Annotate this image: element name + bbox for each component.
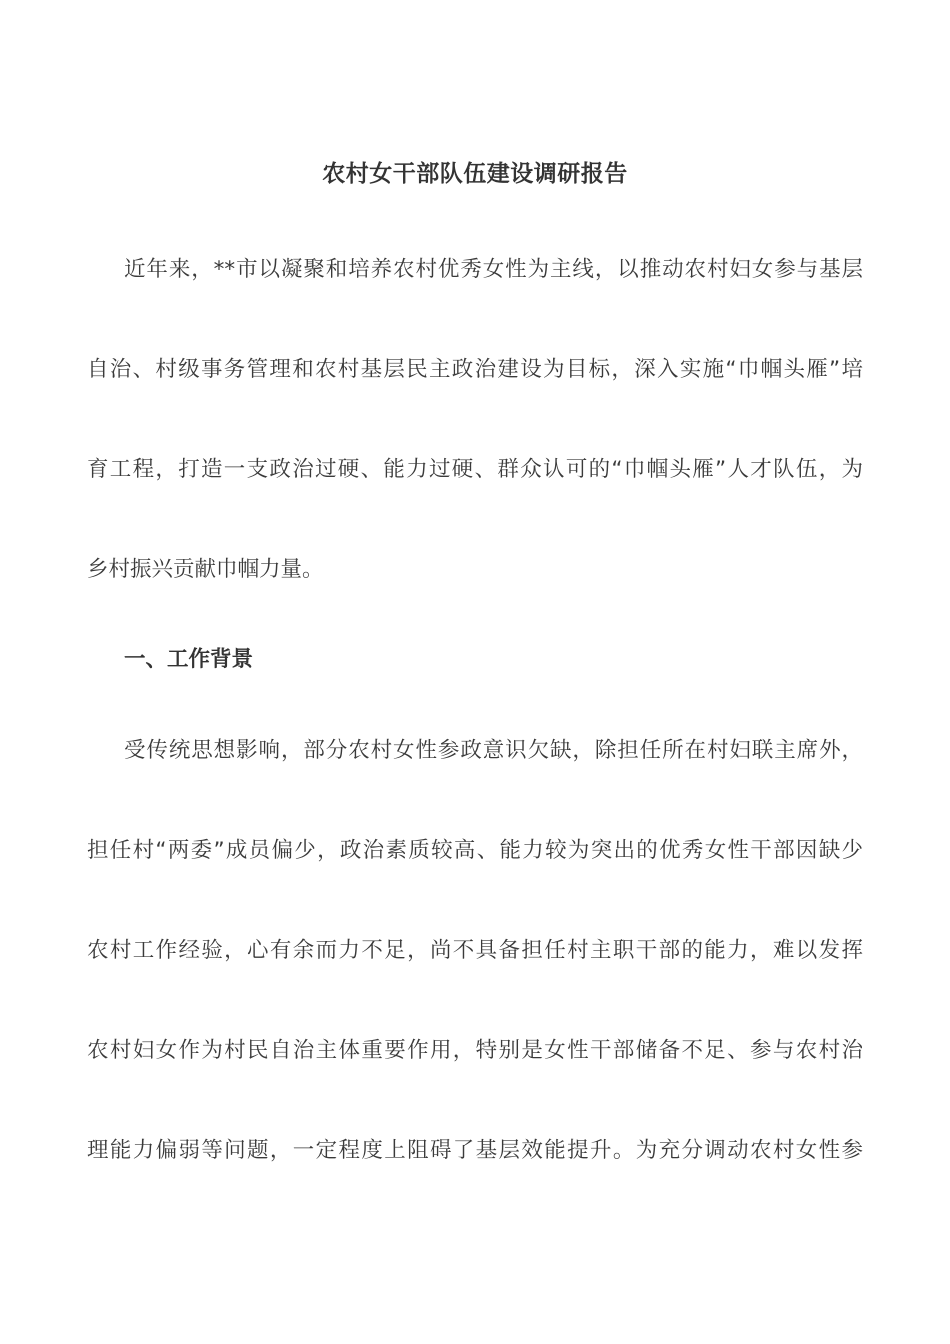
section-heading: 一、工作背景 [124, 647, 254, 672]
paragraph-2-line-5: 理能力偏弱等问题，一定程度上阻碍了基层效能提升。为充分调动农村女性参 [87, 1138, 863, 1163]
document-title: 农村女干部队伍建设调研报告 [322, 161, 628, 187]
paragraph-1-line-3: 育工程，打造一支政治过硬、能力过硬、群众认可的“巾帼头雁”人才队伍，为 [87, 457, 863, 482]
paragraph-1-line-2: 自治、村级事务管理和农村基层民主政治建设为目标，深入实施“巾帼头雁”培 [87, 357, 863, 382]
paragraph-1-line-4: 乡村振兴贡献巾帼力量。 [87, 557, 324, 582]
paragraph-2-line-2: 担任村“两委”成员偏少，政治素质较高、能力较为突出的优秀女性干部因缺少 [87, 838, 863, 863]
paragraph-2-line-4: 农村妇女作为村民自治主体重要作用，特别是女性干部储备不足、参与农村治 [87, 1038, 863, 1063]
paragraph-2-line-3: 农村工作经验，心有余而力不足，尚不具备担任村主职干部的能力，难以发挥 [87, 938, 863, 963]
paragraph-1-line-1: 近年来，**市以凝聚和培养农村优秀女性为主线，以推动农村妇女参与基层 [124, 257, 863, 282]
paragraph-2-line-1: 受传统思想影响，部分农村女性参政意识欠缺，除担任所在村妇联主席外， [124, 738, 863, 763]
